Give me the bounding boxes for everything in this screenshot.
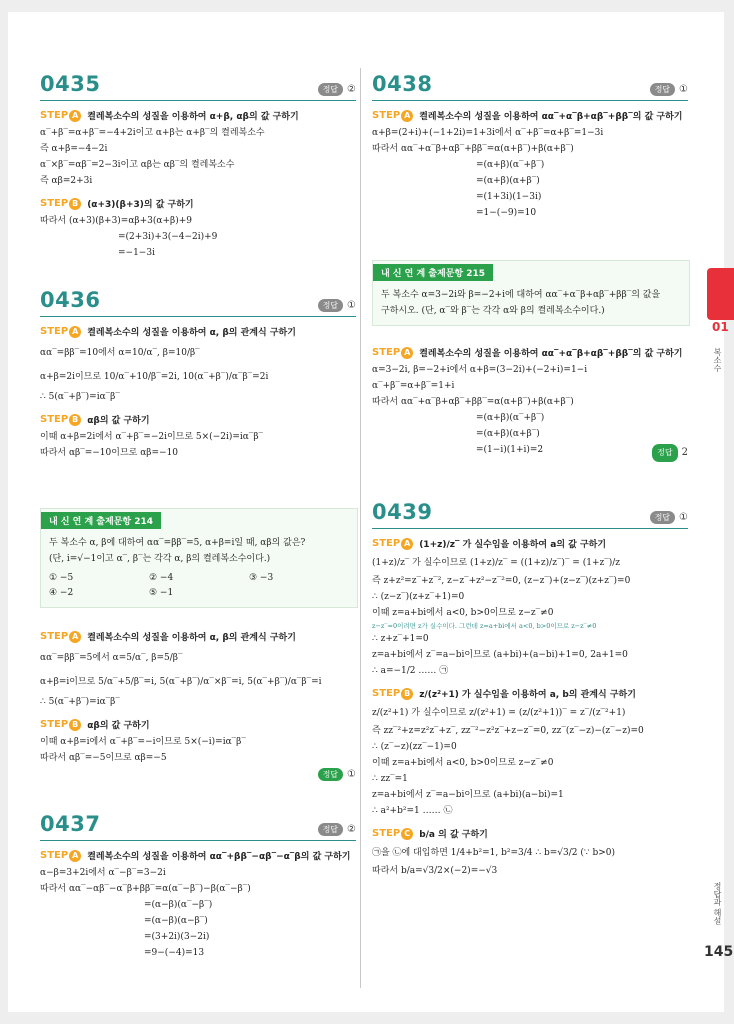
solution-line: ∴ 5(α‾+β‾)=iα‾β‾ (40, 392, 120, 402)
solution-line: αα‾=ββ‾=10에서 α=10/α‾, β=10/β‾ (40, 348, 200, 358)
step-tag: STEP A (40, 631, 81, 643)
solution-line: =(α+β)(α+β‾) (476, 429, 540, 439)
chapter-title: 복소수 (713, 348, 722, 372)
choice-5[interactable]: ⑤ −1 (149, 588, 174, 598)
page-number: 145 (704, 944, 734, 960)
step-b (372, 687, 688, 700)
solution-line: z=a+bi에서 z‾=a−bi이므로 (a+bi)+(a−bi)+1=0, 2a+1=0 (372, 650, 628, 660)
problem-number: 0435 (40, 72, 101, 96)
problem-header (40, 812, 356, 841)
step-title: 켤레복소수의 성질을 이용하여 α, β의 관계식 구하기 (87, 328, 296, 338)
step-a (40, 325, 356, 338)
solution-214 (40, 622, 356, 781)
problem-number: 0437 (40, 812, 101, 836)
solution-line: α+β=(2+i)+(−1+2i)=1+3i에서 α‾+β‾=α+β‾=1−3i (372, 128, 604, 138)
answer-value: ① (347, 769, 356, 780)
solution-line: ∴ 5(α‾+β‾)=iα‾β‾ (40, 697, 120, 707)
solution-line: ∴ z+z‾+1=0 (372, 634, 429, 644)
step-a (372, 109, 688, 122)
solution-line: α‾×β‾=αβ‾=2−3i이고 αβ는 αβ‾의 켤레복소수 (40, 160, 235, 170)
answer-value: ② (347, 824, 356, 835)
step-b (40, 413, 356, 426)
step-title: b/a 의 값 구하기 (419, 830, 488, 840)
step-title: 켤레복소수의 성질을 이용하여 αα‾+α‾β+αβ‾+ββ‾의 값 구하기 (419, 349, 683, 359)
chapter-tab (707, 268, 734, 320)
answer (650, 83, 688, 96)
step-title: 켤레복소수의 성질을 이용하여 α+β, αβ의 값 구하기 (87, 112, 299, 122)
end-answer (40, 768, 356, 781)
solution-line: =−1−3i (118, 248, 155, 258)
end-answer (652, 444, 688, 462)
solution-line: =(1+3i)(1−3i) (476, 192, 542, 202)
solution-line: 즉 zz‾²+z=z²z‾+z‾, zz‾²−z²z‾+z−z‾=0, zz‾(z‾−z)−(z‾−z)=0 (372, 726, 644, 736)
answer (650, 511, 688, 524)
solution-line: 즉 α+β=−4−2i (40, 144, 108, 154)
solution-line: z/(z²+1) 가 실수이므로 z/(z²+1) = (z/(z²+1))‾ = z‾/(z‾²+1) (372, 708, 626, 718)
step-tag: STEP A (40, 110, 81, 122)
solution-line: 이때 α+β=i에서 α‾+β‾=−i이므로 5×(−i)=iα‾β‾ (40, 737, 246, 747)
solution-line: α=3−2i, β=−2+i에서 α+β=(3−2i)+(−2+i)=1−i (372, 365, 588, 375)
solution-line: α+β=i이므로 5/α‾+5/β‾=i, 5(α‾+β‾)/α‾×β‾=i, 5(α‾+β‾)/α‾β‾=i (40, 677, 322, 687)
answer (318, 299, 356, 312)
solution-line: 따라서 αα‾+α‾β+αβ‾+ββ‾=α(α+β‾)+β(α+β‾) (372, 397, 574, 407)
problem-header (40, 72, 356, 101)
choice-3[interactable]: ③ −3 (249, 573, 274, 583)
answer (318, 823, 356, 836)
answer-badge: 정답 (318, 823, 343, 836)
step-a (40, 630, 356, 643)
related-problem-214 (40, 508, 358, 608)
step-tag: STEP A (372, 347, 413, 359)
step-b (40, 197, 356, 210)
solution-line: ㉠을 ㉡에 대입하면 1/4+b²=1, b²=3/4 ∴ b=√3/2 (∵ b>0) (372, 848, 615, 858)
solution-line: ∴ a=−1/2 …… ㉠ (372, 666, 449, 676)
step-tag: STEP A (40, 850, 81, 862)
section-footer: 정답과 해설 (713, 882, 722, 925)
solution-line: =(α−β)(α−β‾) (144, 916, 208, 926)
step-tag: STEP C (372, 828, 413, 840)
answer-badge: 정답 (650, 511, 675, 524)
solution-line: ∴ a²+b²=1 …… ㉡ (372, 806, 453, 816)
step-tag: STEP A (40, 326, 81, 338)
solution-line: 따라서 αα‾−αβ‾−α‾β+ββ‾=α(α‾−β‾)−β(α‾−β‾) (40, 884, 251, 894)
problem-number: 0436 (40, 288, 101, 312)
solution-line: ∴ zz‾=1 (372, 774, 408, 784)
box-body (373, 281, 689, 325)
answer-badge: 정답 (318, 83, 343, 96)
solution-note: z−z‾=0이려면 z가 실수이다. 그런데 z=a+bi에서 a<0, b>0이므로 z−z‾≠0 (372, 622, 597, 630)
step-title: z/(z²+1) 가 실수임을 이용하여 a, b의 관계식 구하기 (419, 690, 636, 700)
solution-line: ∴ (z‾−z)(zz‾−1)=0 (372, 742, 457, 752)
answer-value: ① (679, 512, 688, 523)
column-divider (360, 68, 361, 988)
choice-2[interactable]: ② −4 (149, 573, 174, 583)
step-title: 켤레복소수의 성질을 이용하여 αα‾+ββ‾−αβ‾−α‾β의 값 구하기 (87, 852, 351, 862)
solution-line: ∴ (z−z‾)(z+z‾+1)=0 (372, 592, 465, 602)
solution-line: =(α+β)(α+β‾) (476, 176, 540, 186)
solution-line: αα‾=ββ‾=5에서 α=5/α‾, β=5/β‾ (40, 653, 183, 663)
step-a (372, 537, 688, 550)
solution-line: 따라서 αβ‾=−10이므로 αβ=−10 (40, 448, 179, 458)
solution-line: α‾+β‾=α+β‾=−4+2i이고 α+β는 α+β‾의 켤레복소수 (40, 128, 265, 138)
problem-header (372, 500, 688, 529)
solution-line: 따라서 (α+3)(β+3)=αβ+3(α+β)+9 (40, 216, 193, 226)
solution-line: α‾+β‾=α+β‾=1+i (372, 381, 455, 391)
solution-line: 이때 z=a+bi에서 a<0, b>0이므로 z−z‾≠0 (372, 608, 554, 618)
problem-0436 (40, 288, 356, 461)
answer-badge: 정답 (652, 444, 677, 462)
solution-line: =(1−i)(1+i)=2 정답 2 (372, 442, 688, 462)
solution-line: 따라서 b/a=√3/2×(−2)=−√3 (372, 866, 498, 876)
problem-0437 (40, 812, 356, 961)
step-tag: STEP B (372, 688, 413, 700)
solution-line: z=a+bi에서 z‾=a−bi이므로 (a+bi)(a−bi)=1 (372, 790, 564, 800)
step-title: 켤레복소수의 성질을 이용하여 α, β의 관계식 구하기 (87, 633, 296, 643)
solution-line: 즉 z+z²=z‾+z‾², z−z‾+z²−z‾²=0, (z−z‾)+(z−z‾)(z+z‾)=0 (372, 576, 631, 586)
chapter-number: 01 (712, 320, 729, 334)
step-title: αβ의 값 구하기 (87, 416, 150, 426)
problem-header (40, 288, 356, 317)
box-body (41, 529, 357, 607)
solution-line: (1+z)/z‾ 가 실수이므로 (1+z)/z‾ = ((1+z)/z‾)‾ = (1+z‾)/z (372, 558, 621, 568)
step-tag: STEP B (40, 198, 81, 210)
problem-header (372, 72, 688, 101)
problem-number: 0438 (372, 72, 433, 96)
solution-line: =(2+3i)+3(−4−2i)+9 (118, 232, 218, 242)
answer (318, 83, 356, 96)
question-line: (단, i=√−1이고 α‾, β‾는 각각 α, β의 켤레복소수이다.) (49, 554, 271, 564)
step-a (372, 346, 688, 359)
answer-value: ① (347, 300, 356, 311)
solution-line: α+β=2i이므로 10/α‾+10/β‾=2i, 10(α‾+β‾)/α‾β‾=2i (40, 372, 269, 382)
question-line: 두 복소수 α=3−2i와 β=−2+i에 대하여 αα‾+α‾β+αβ‾+ββ‾의 값을 (381, 290, 661, 300)
step-a (40, 109, 356, 122)
solution-line: =(α+β)(α‾+β‾) (476, 413, 545, 423)
box-header: 내 신 연 계 출제문항 214 (41, 512, 161, 529)
solution-line: 이때 z=a+bi에서 a<0, b>0이므로 z−z‾≠0 (372, 758, 554, 768)
step-tag: STEP A (372, 538, 413, 550)
related-problem-215 (372, 260, 690, 326)
solution-line: =1−(−9)=10 (476, 208, 537, 218)
question-line: 구하시오. (단, α‾와 β‾는 각각 α와 β의 켤레복소수이다.) (381, 306, 605, 316)
solution-line: =(α−β)(α‾−β‾) (144, 900, 213, 910)
problem-0439 (372, 500, 688, 879)
step-tag: STEP B (40, 414, 81, 426)
question-line: 두 복소수 α, β에 대하여 αα‾=ββ‾=5, α+β=i일 때, αβ의 값은? (49, 538, 306, 548)
step-b (40, 718, 356, 731)
answer-value: ① (679, 84, 688, 95)
solution-line: =(3+2i)(3−2i) (144, 932, 210, 942)
answer-badge: 정답 (318, 768, 343, 781)
solution-line: 즉 αβ=2+3i (40, 176, 93, 186)
step-c (372, 827, 688, 840)
answer-value: ② (347, 84, 356, 95)
solution-line: 따라서 αα‾+α‾β+αβ‾+ββ‾=α(α+β‾)+β(α+β‾) (372, 144, 574, 154)
answer-value: 2 (681, 447, 688, 458)
answer-badge: 정답 (318, 299, 343, 312)
solution-line: 이때 α+β=2i에서 α‾+β‾=−2i이므로 5×(−2i)=iα‾β‾ (40, 432, 264, 442)
box-header: 내 신 연 계 출제문항 215 (373, 264, 493, 281)
solution-line: 따라서 αβ‾=−5이므로 αβ=−5 (40, 753, 167, 763)
choice-1[interactable]: ① −5 (49, 573, 74, 583)
problem-0435 (40, 72, 356, 261)
page (8, 12, 724, 1012)
solution-line: =9−(−4)=13 (144, 948, 205, 958)
step-title: (α+3)(β+3)의 값 구하기 (87, 200, 194, 210)
step-title: 켤레복소수의 성질을 이용하여 αα‾+α‾β+αβ‾+ββ‾의 값 구하기 (419, 112, 683, 122)
solution-line: α−β=3+2i에서 α‾−β‾=3−2i (40, 868, 166, 878)
problem-0438 (372, 72, 688, 221)
solution-215 (372, 338, 688, 462)
step-tag: STEP A (372, 110, 413, 122)
answer-badge: 정답 (650, 83, 675, 96)
choices (49, 567, 349, 601)
step-title: (1+z)/z‾ 가 실수임을 이용하여 a의 값 구하기 (419, 540, 607, 550)
problem-number: 0439 (372, 500, 433, 524)
choice-4[interactable]: ④ −2 (49, 588, 74, 598)
step-a (40, 849, 356, 862)
step-title: αβ의 값 구하기 (87, 721, 150, 731)
solution-line: =(α+β)(α‾+β‾) (476, 160, 545, 170)
step-tag: STEP B (40, 719, 81, 731)
